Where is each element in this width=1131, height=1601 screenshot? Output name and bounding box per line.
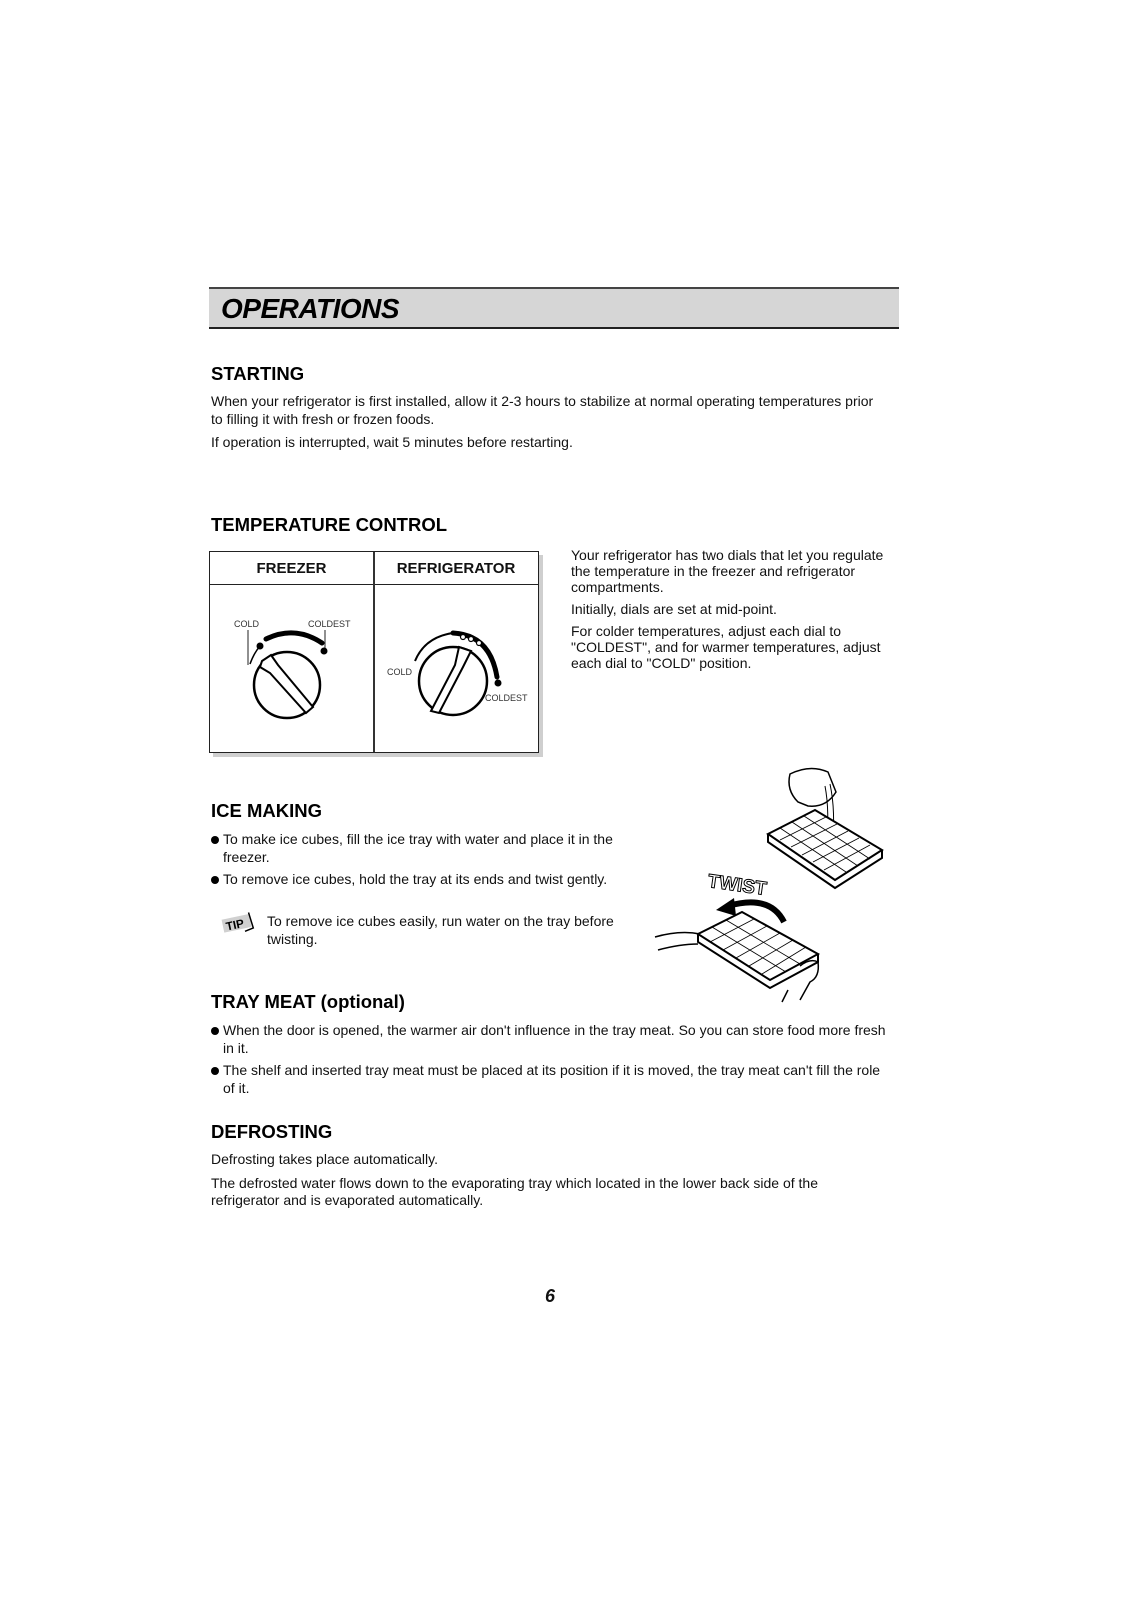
- freezer-dial-cold-label: COLD: [234, 619, 260, 629]
- starting-paragraph: If operation is interrupted, wait 5 minutes before restarting.: [211, 434, 573, 450]
- ice-tray-illustration: [650, 762, 900, 1007]
- refrigerator-scale-mark: [469, 637, 474, 642]
- ice-making-bullet: To remove ice cubes, hold the tray at its ends and twist gently.: [211, 870, 641, 888]
- ice-making-section: [211, 800, 641, 888]
- ice-making-heading: ICE MAKING: [211, 800, 322, 821]
- defrosting-paragraph: The defrosted water flows down to the evaporating tray which located in the lower back side of the refrigerator and is evaporated automatically.: [211, 1174, 819, 1208]
- refrigerator-dial-coldest-label: COLDEST: [485, 693, 528, 703]
- freezer-scale-arc: [266, 633, 322, 643]
- freezer-dial-coldest-label: COLDEST: [308, 619, 351, 629]
- ice-making-bullet: To make ice cubes, fill the ice tray with water and place it in the freezer.: [211, 830, 641, 866]
- tray-meat-bullet: When the door is opened, the warmer air don't influence in the tray meat. So you can store food more fresh in it.: [211, 1021, 893, 1057]
- refrigerator-scale-mark: [461, 635, 466, 640]
- tip-badge-label: TIP: [224, 917, 246, 934]
- tip-text: To remove ice cubes easily, run water on the tray before twisting.: [267, 913, 614, 947]
- refrigerator-dial-illustration: [375, 585, 538, 751]
- starting-heading: STARTING: [211, 363, 305, 384]
- tray-meat-section: [211, 991, 901, 1097]
- defrosting-section: [211, 1121, 901, 1210]
- page-title: OPERATIONS: [221, 293, 400, 324]
- tray-meat-bullet: The shelf and inserted tray meat must be placed at its position if it is moved, the tray meat can't fill the role of it.: [211, 1061, 893, 1097]
- refrigerator-scale-mark: [477, 641, 482, 646]
- tip-badge-icon: [216, 912, 260, 934]
- temperature-paragraph: For colder temperatures, adjust each dial to "COLDEST", and for warmer temperatures, adjust each dial to "COLD" position.: [571, 623, 881, 671]
- ice-tray-bottom: [698, 912, 818, 980]
- twist-arrowhead: [716, 898, 736, 916]
- refrigerator-column-header: REFRIGERATOR: [374, 552, 538, 585]
- freezer-dial-illustration: [210, 585, 373, 751]
- refrigerator-coldest-dot: [495, 680, 502, 687]
- page-number: 6: [545, 1286, 556, 1306]
- refrigerator-dial-cold-label: COLD: [387, 667, 413, 677]
- section-header-bar: [209, 287, 899, 329]
- freezer-column-header: FREEZER: [210, 552, 373, 585]
- defrosting-heading: DEFROSTING: [211, 1121, 333, 1142]
- temperature-paragraph: Initially, dials are set at mid-point.: [571, 601, 777, 617]
- freezer-coldest-dot: [321, 648, 328, 655]
- left-hand: [655, 933, 700, 950]
- temperature-control-description: [571, 547, 901, 671]
- starting-paragraph: When your refrigerator is first installed, allow it 2-3 hours to stabilize at normal operating temperatures prior to filling it with fresh or frozen foods.: [211, 393, 874, 427]
- freezer-cold-dot: [257, 643, 264, 650]
- starting-section: [211, 363, 901, 452]
- twist-label: TWIST: [706, 871, 768, 901]
- defrosting-paragraph: Defrosting takes place automatically.: [211, 1151, 438, 1167]
- temperature-control-heading: TEMPERATURE CONTROL: [211, 514, 448, 535]
- temperature-dial-table: [209, 551, 539, 753]
- temperature-paragraph: Your refrigerator has two dials that let you regulate the temperature in the freezer and refrigerator compartments.: [571, 547, 884, 595]
- tray-meat-heading: TRAY MEAT (optional): [211, 991, 405, 1012]
- pitcher-icon: [789, 768, 836, 806]
